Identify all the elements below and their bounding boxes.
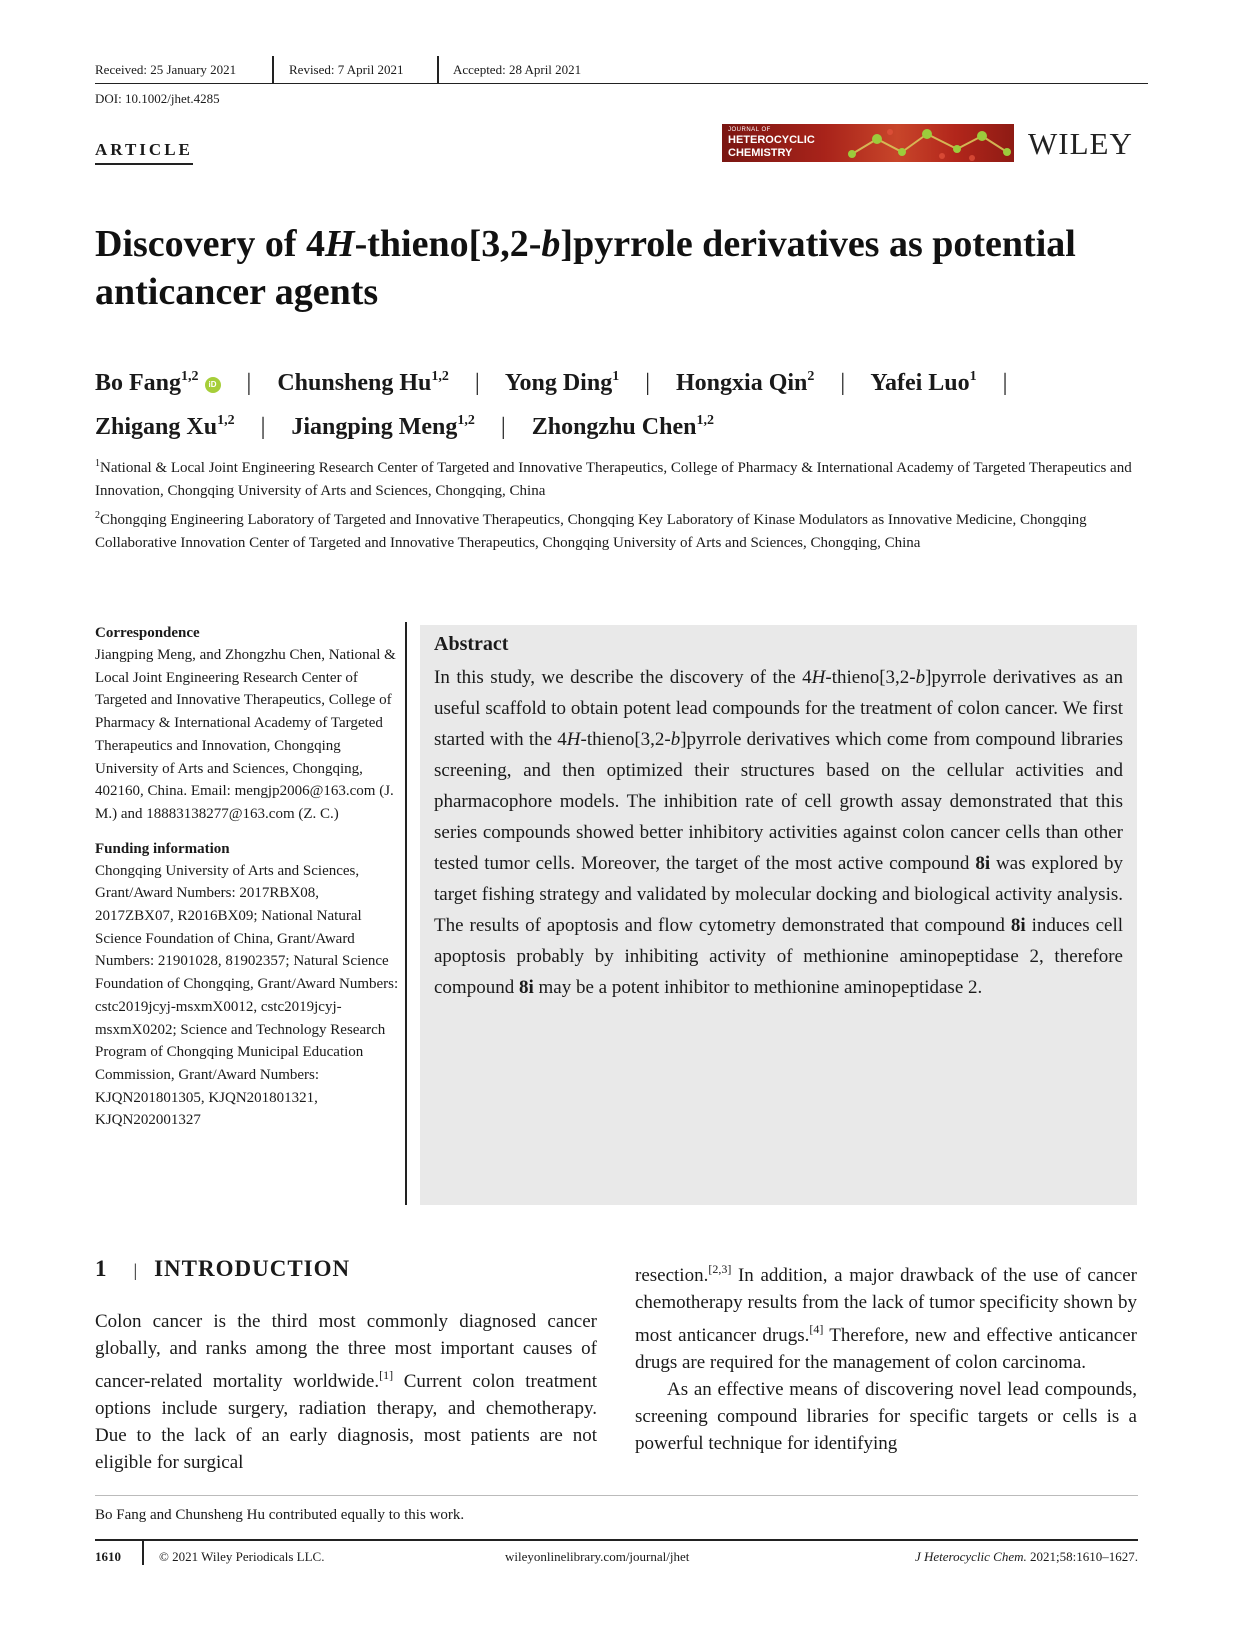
author-name[interactable]: Jiangping Meng$^{1,2}$	[291, 413, 475, 440]
citation-link[interactable]: [4]	[809, 1322, 824, 1336]
journal-name-line2: HETEROCYCLIC	[728, 134, 815, 146]
date-divider	[437, 56, 439, 84]
author-separator: |	[840, 370, 846, 396]
orcid-icon[interactable]: iD	[205, 377, 221, 393]
introduction-left-column	[95, 1308, 597, 1476]
correspondence-heading: Correspondence	[95, 625, 200, 641]
author-name[interactable]: Yong Ding$^1$	[504, 369, 620, 396]
correspondence-text: Jiangping Meng, and Zhongzhu Chen, National & Local Joint Engineering Research Center of Targeted and Innovative Therapeutics, College of Pharmacy & International Academy of Targeted Therapeutics and Innovation, Chongqing University of Arts and Sciences, Chongqing, 402160, China. Email: mengjp2006@163.com (J. M.) and 18883138277@163.com (Z. C.)	[95, 647, 396, 822]
journal-website-link[interactable]: wileyonlinelibrary.com/journal/jhet	[505, 1549, 690, 1564]
author-name[interactable]: Zhigang Xu$^{1,2}$	[95, 413, 235, 440]
abstract-heading: Abstract	[434, 633, 509, 655]
funding-text: Chongqing University of Arts and Sciences, Grant/Award Numbers: 2017RBX08, 2017ZBX07, R2016BX09; National Natural Science Foundation of China, Grant/Award Numbers: 21901028, 81902357; Natural Science Foundation of Chongqing, Grant/Award Numbers: cstc2019jcyj-msxmX0012, cstc2019jcyj-msxmX0202; Science and Technology Research Program of Chongqing Municipal Education Commission, Grant/Award Numbers: KJQN201801305, KJQN201801321, KJQN202001327	[95, 862, 399, 1129]
citation-link[interactable]: [2,3]	[708, 1262, 732, 1276]
author-name[interactable]: Hongxia Qin$^2$	[676, 369, 815, 396]
footnote-rule	[95, 1495, 1138, 1496]
journal-name-line3: CHEMISTRY	[728, 147, 793, 159]
body-paragraph: As an effective means of discovering novel lead compounds, screening compound libraries for specific targets or cells is a powerful technique for identifying	[635, 1379, 1137, 1454]
author-name[interactable]: Yafei Luo$^1$	[870, 369, 977, 396]
page-number: 1610	[95, 1549, 121, 1564]
author-separator: |	[474, 370, 480, 396]
footer-divider	[142, 1541, 144, 1565]
doi[interactable]: DOI: 10.1002/jhet.4285	[95, 91, 220, 106]
publisher-logo[interactable]: WILEY	[1028, 126, 1133, 161]
publication-dates	[95, 62, 1148, 84]
introduction-right-column	[635, 1256, 1137, 1457]
page-footer	[95, 1549, 1138, 1571]
author-separator: |	[246, 370, 252, 396]
author-list	[95, 358, 1175, 446]
author-separator: |	[260, 414, 266, 440]
author-separator: |	[1002, 370, 1008, 396]
article-sidebar	[95, 622, 400, 1132]
author-name[interactable]: Bo Fang$^{1,2}$	[95, 369, 199, 396]
date-divider	[272, 56, 274, 84]
citation-info: J Heterocyclic Chem. 2021;58:1610–1627.	[914, 1549, 1138, 1564]
footnote: Bo Fang and Chunsheng Hu contributed equally to this work.	[95, 1507, 465, 1523]
copyright: © 2021 Wiley Periodicals LLC.	[159, 1549, 325, 1564]
body-paragraph: resection.[2,3] In addition, a major drawback of the use of cancer chemotherapy results from the lack of tumor specificity shown by most anticancer drugs.[4] Therefore, new and effective anticancer drugs are required for the management of colon carcinoma.	[635, 1262, 1137, 1373]
author-separator: |	[645, 370, 651, 396]
article-type-label: ARTICLE	[95, 140, 193, 165]
journal-logo-banner[interactable]	[722, 124, 1014, 162]
body-paragraph: Colon cancer is the third most commonly diagnosed cancer globally, and ranks among the three most important causes of cancer-related mortality worldwide.[1] Current colon treatment options include surgery, radiation therapy, and chemotherapy. Due to the lack of an early diagnosis, most patients are not eligible for surgical	[95, 1311, 598, 1473]
article-title: Discovery of 4H-thieno[3,2-b]pyrrole derivatives as potential anticancer agents	[95, 223, 1076, 313]
author-name[interactable]: Zhongzhu Chen$^{1,2}$	[531, 413, 714, 440]
abstract-box	[420, 625, 1137, 1205]
funding-heading: Funding information	[95, 840, 230, 857]
received-date: Received: 25 January 2021	[95, 62, 237, 77]
author-name[interactable]: Chunsheng Hu$^{1,2}$	[277, 369, 449, 396]
citation-link[interactable]: [1]	[379, 1368, 394, 1382]
affiliation-1: $^1$National & Local Joint Engineering Research Center of Targeted and Innovative Therapeutics, College of Pharmacy & International Academy of Targeted Therapeutics and Innovation, Chongqing University of Arts and Sciences, Chongqing, China	[95, 458, 1132, 499]
revised-date: Revised: 7 April 2021	[289, 62, 404, 77]
journal-name-line1: JOURNAL OF	[728, 127, 771, 133]
molecule-graphic-icon	[832, 124, 1014, 162]
footer-rule	[95, 1539, 1138, 1541]
author-separator: |	[500, 414, 506, 440]
section-heading-introduction: 1 | INTRODUCTION	[95, 1256, 351, 1281]
sidebar-divider	[405, 622, 407, 1205]
affiliation-2: $^2$Chongqing Engineering Laboratory of Targeted and Innovative Therapeutics, Chongqing Key Laboratory of Kinase Modulators as Innovative Medicine, Chongqing Collaborative Innovation Center of Targeted and Innovative Therapeutics, Chongqing University of Arts and Sciences, Chongqing, China	[95, 510, 1087, 551]
abstract-text: In this study, we describe the discovery of the 4H-thieno[3,2-b]pyrrole derivatives as an useful scaffold to obtain potent lead compounds for the treatment of colon cancer. We first started with the 4H-thieno[3,2-b]pyrrole derivatives which come from compound libraries screening, and then optimized their structures based on the cellular activities and pharmacophore models. The inhibition rate of cell growth assay demonstrated that this series compounds showed better inhibitory activities against colon cancer cells than other tested tumor cells. Moreover, the target of the most active compound 8i was explored by target fishing strategy and validated by molecular docking and biological activity analysis. The results of apoptosis and flow cytometry demonstrated that compound 8i induces cell apoptosis probably by inhibiting activity of methionine aminopeptidase 2, therefore compound 8i may be a potent inhibitor to methionine aminopeptidase 2.	[434, 667, 1123, 998]
accepted-date: Accepted: 28 April 2021	[453, 62, 582, 77]
